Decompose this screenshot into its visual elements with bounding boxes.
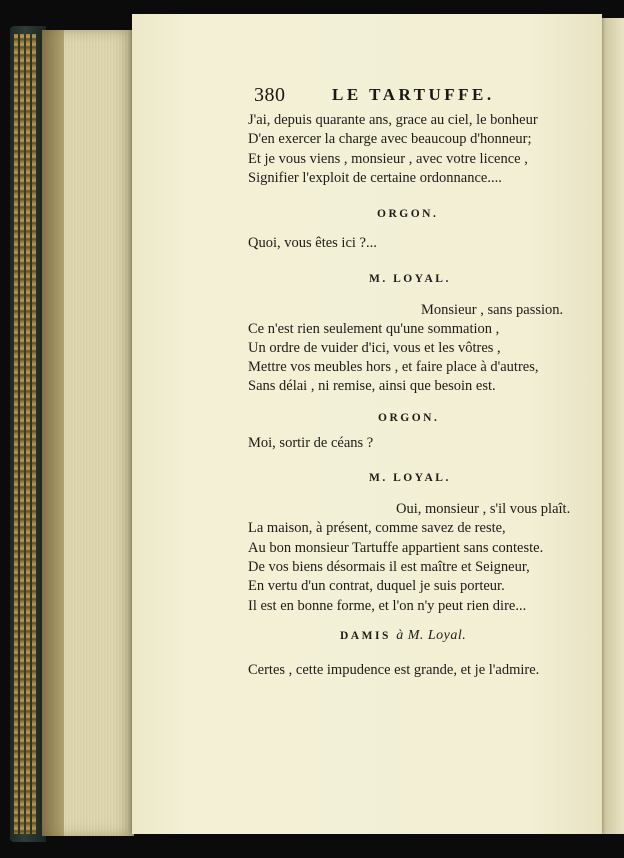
verse-line: Certes , cette impudence est grande, et je l'admire. <box>248 662 540 678</box>
verse-line: Et je vous viens , monsieur , avec votre licence , <box>248 151 528 167</box>
verse-line: La maison, à présent, comme savez de reste, <box>248 520 506 536</box>
verse-line: Oui, monsieur , s'il vous plaît. <box>396 501 571 517</box>
speaker-name: M. LOYAL. <box>369 273 451 285</box>
speaker-name: M. LOYAL. <box>369 472 451 484</box>
verse-line: Signifier l'exploit de certaine ordonnance.... <box>248 170 502 186</box>
verse-line: Mettre vos meubles hors , et faire place à d'autres, <box>248 359 539 375</box>
speaker-name: DAMIS <box>340 630 391 642</box>
page-number: 380 <box>254 84 286 106</box>
verse-line: Quoi, vous êtes ici ?... <box>248 235 377 251</box>
verse-line: Ce n'est rien seulement qu'une sommation , <box>248 321 500 337</box>
speaker-name: ORGON. <box>377 208 439 220</box>
verse-line: D'en exercer la charge avec beaucoup d'honneur; <box>248 131 532 147</box>
next-page-edge <box>600 18 624 834</box>
verse-line: J'ai, depuis quarante ans, grace au ciel, le bonheur <box>248 112 538 128</box>
verse-line: En vertu d'un contrat, duquel je suis porteur. <box>248 578 505 594</box>
verse-line: Un ordre de vuider d'ici, vous et les vôtres , <box>248 340 501 356</box>
verse-line: Sans délai , ni remise, ainsi que besoin est. <box>248 378 496 394</box>
page-edges-shadow <box>42 30 64 836</box>
verse-line: Il est en bonne forme, et l'on n'y peut rien dire... <box>248 598 527 614</box>
verse-line: Monsieur , sans passion. <box>421 302 564 318</box>
verse-line: Au bon monsieur Tartuffe appartient sans conteste. <box>248 540 544 556</box>
verse-line: De vos biens désormais il est maître et Seigneur, <box>248 559 530 575</box>
speaker-line-damis <box>340 628 466 644</box>
page-header <box>254 84 504 106</box>
stage-direction: à M. Loyal. <box>396 628 467 643</box>
speaker-name: ORGON. <box>378 412 440 424</box>
binding-ornament <box>14 34 36 834</box>
running-title: LE TARTUFFE. <box>332 85 495 104</box>
verse-line: Moi, sortir de céans ? <box>248 435 374 451</box>
